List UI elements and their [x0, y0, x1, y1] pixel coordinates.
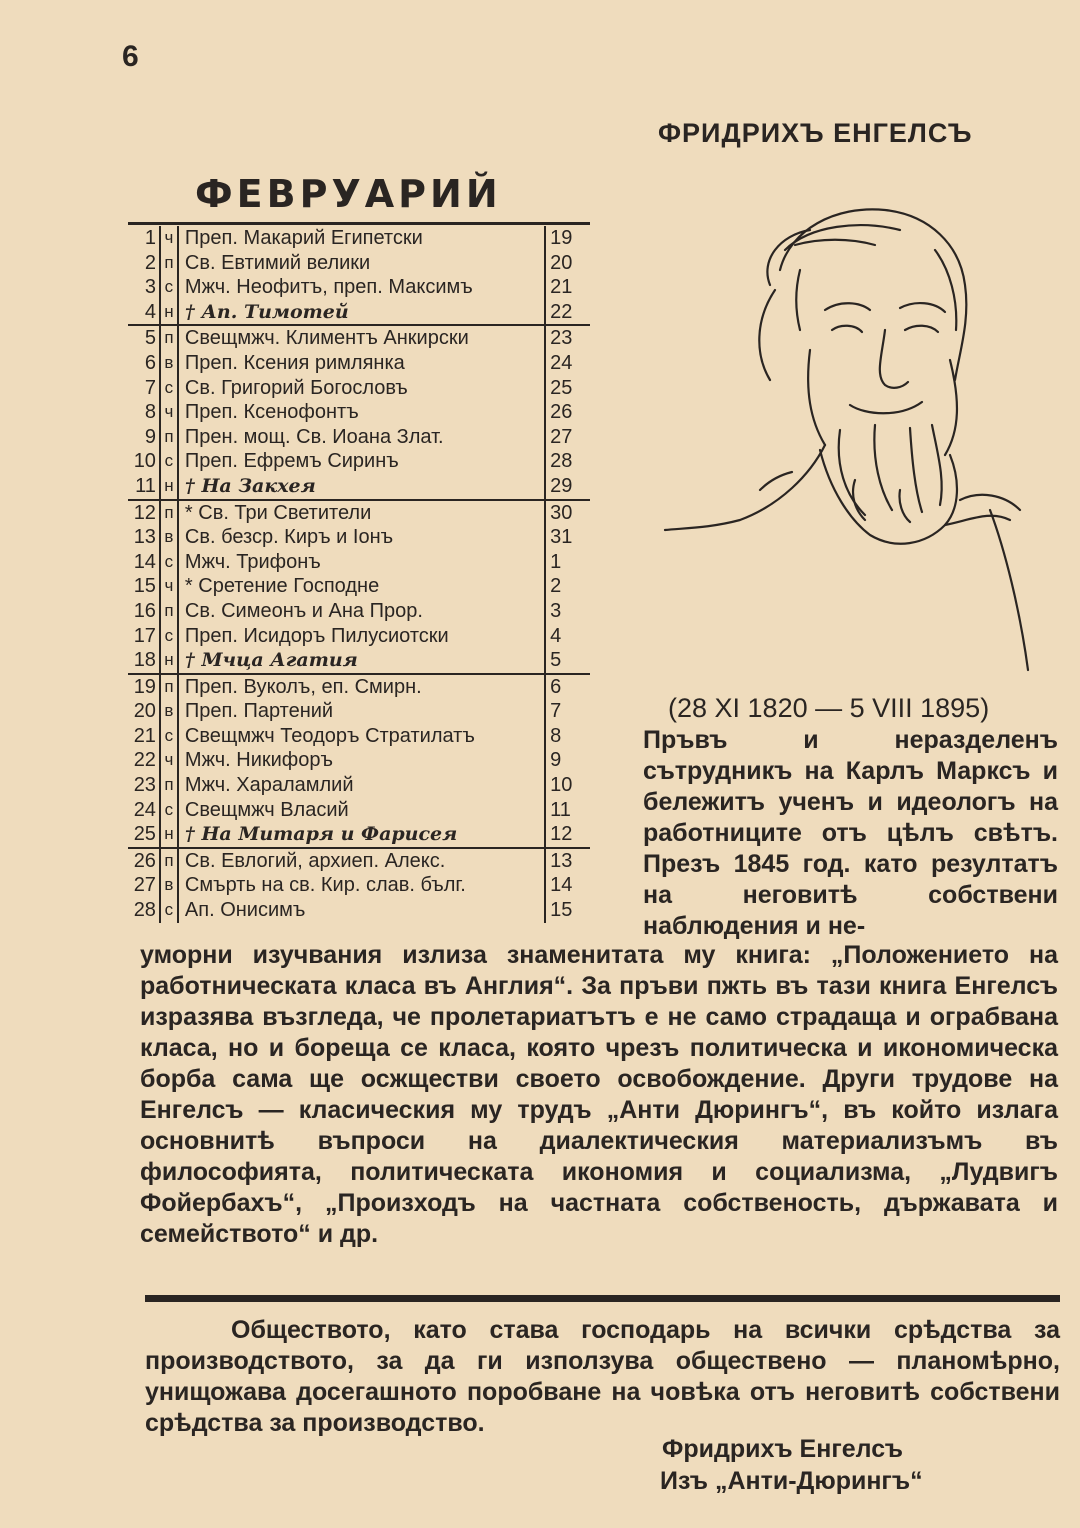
day-of-week: п [161, 675, 179, 700]
day-of-week: н [161, 300, 179, 325]
calendar-top-rule [128, 222, 590, 225]
saint-name: Св. Симеонъ и Ана Прор. [179, 599, 546, 624]
calendar-day-row [128, 599, 590, 624]
saint-name: Мжч. Хараламлий [179, 773, 546, 798]
old-style-date: 20 [550, 251, 573, 274]
day-number: 27 [128, 873, 161, 898]
old-style-date: 15 [550, 899, 573, 922]
calendar-day-row [128, 898, 590, 923]
calendar-week [128, 226, 590, 326]
saint-name: Преп. Ефремъ Сиринъ [179, 449, 546, 474]
saint-name: Свещмжч. Климентъ Анкирски [179, 326, 546, 351]
day-number: 8 [128, 400, 161, 425]
old-style-date: 19 [550, 227, 573, 249]
day-number: 10 [128, 449, 161, 474]
bio-text-full-width: уморни изучвания излиза знаменитата му книга: „Положението на работническата класа въ Англия“. За пръви пжть въ тази книга Енгелсъ изразява възгледа, че пролетариатътъ е не само страдаща и ограбвана класа, но и бореща се класа, която чрезъ политическа и икономическа борба сама ще осжществи своето освобождение. Други трудове на Енгелсъ — класическия му трудъ „Анти Дюрингъ“, въ който излага основнитѣ въпроси на диалектическия материализъмъ въ философията, политическата икономия и социализма, „Лудвигъ Фойербахъ“, „Произходъ на частната собственость, държавата и семейството“ и др. [140, 941, 1058, 1248]
day-number: 15 [128, 574, 161, 599]
day-number: 20 [128, 699, 161, 724]
calendar-day-row [128, 376, 590, 401]
old-style-date: 11 [550, 798, 571, 821]
saint-name: Ап. Онисимъ [179, 898, 546, 923]
day-number: 14 [128, 550, 161, 575]
day-of-week: ч [161, 400, 179, 425]
old-style-date: 24 [550, 351, 573, 374]
saint-name: Преп. Ксенофонтъ [179, 400, 546, 425]
day-of-week: п [161, 849, 179, 874]
calendar-day-row [128, 648, 590, 673]
day-of-week: н [161, 822, 179, 847]
saint-name: Мжч. Неофитъ, преп. Максимъ [179, 275, 546, 300]
day-of-week: с [161, 449, 179, 474]
calendar-day-row [128, 525, 590, 550]
day-number: 28 [128, 898, 161, 923]
calendar-week [128, 501, 590, 675]
engels-portrait-illustration [660, 190, 1040, 675]
saint-name: Преп. Исидоръ Пилусиотски [179, 624, 546, 649]
old-style-date: 27 [550, 425, 573, 448]
quote-text: Обществото, като става господарь на всички срѣдства за производството, за да ги използува обществено — планомѣрно, унищожава досегашното поробване на човѣка отъ неговитѣ собствени срѣдства за производство. [145, 1316, 1060, 1437]
day-number: 12 [128, 501, 161, 526]
day-of-week: н [161, 648, 179, 673]
calendar-day-row [128, 822, 590, 847]
day-of-week: п [161, 773, 179, 798]
old-style-date: 2 [550, 575, 562, 598]
old-style-date: 3 [550, 599, 562, 622]
calendar-day-row [128, 425, 590, 450]
day-of-week: н [161, 474, 179, 499]
saint-name: Смърть на св. Кир. слав. бълг. [179, 873, 546, 898]
month-title: ФЕВРУАРИЙ [195, 172, 502, 216]
calendar-day-row [128, 501, 590, 526]
day-of-week: с [161, 798, 179, 823]
section-divider [145, 1295, 1060, 1302]
saint-name: Мжч. Никифоръ [179, 748, 546, 773]
day-number: 21 [128, 724, 161, 749]
saint-name: * Сретение Господне [179, 574, 546, 599]
old-style-date: 8 [550, 724, 562, 747]
day-of-week: п [161, 501, 179, 526]
calendar-day-row [128, 873, 590, 898]
calendar-day-row [128, 474, 590, 499]
day-of-week: с [161, 624, 179, 649]
day-of-week: в [161, 525, 179, 550]
day-number: 25 [128, 822, 161, 847]
bio-text-right-column: Пръвъ и неразделенъ сътрудникъ на Карлъ Марксъ и бележитъ ученъ и идеологъ на работниците отъ цѣлъ свѣтъ. Презъ 1845 год. като резултатъ на неговитѣ собствени наблюдения и не- [643, 726, 1058, 940]
calendar-day-row [128, 449, 590, 474]
old-style-date: 21 [550, 276, 573, 299]
day-of-week: ч [161, 748, 179, 773]
day-number: 5 [128, 326, 161, 351]
calendar-day-row [128, 351, 590, 376]
day-number: 19 [128, 675, 161, 700]
saint-name: Преп. Ксения римлянка [179, 351, 546, 376]
day-of-week: с [161, 550, 179, 575]
old-style-date: 14 [550, 874, 573, 897]
saint-name: Свещмжч Власий [179, 798, 546, 823]
calendar-day-row [128, 400, 590, 425]
old-style-date: 10 [550, 774, 573, 797]
day-number: 13 [128, 525, 161, 550]
day-of-week: с [161, 898, 179, 923]
day-number: 16 [128, 599, 161, 624]
calendar-day-row [128, 798, 590, 823]
saint-name: † На Митаря и Фарисея [179, 822, 546, 847]
calendar-day-row [128, 326, 590, 351]
saint-name: Св. Григорий Богословъ [179, 376, 546, 401]
calendar-day-row [128, 300, 590, 325]
old-style-date: 1 [550, 550, 562, 573]
day-number: 7 [128, 376, 161, 401]
calendar-day-row [128, 624, 590, 649]
calendar-day-row [128, 574, 590, 599]
saint-name: † Мчца Агатия [179, 648, 546, 673]
calendar-day-row [128, 849, 590, 874]
calendar-day-row [128, 724, 590, 749]
day-of-week: ч [161, 226, 179, 251]
day-number: 9 [128, 425, 161, 450]
old-style-date: 22 [550, 300, 573, 323]
calendar-day-row [128, 748, 590, 773]
day-number: 3 [128, 275, 161, 300]
old-style-date: 30 [550, 501, 573, 524]
old-style-date: 12 [550, 823, 573, 846]
saint-name: Свещмжч Теодоръ Стратилатъ [179, 724, 546, 749]
day-of-week: ч [161, 574, 179, 599]
old-style-date: 31 [550, 526, 573, 549]
day-number: 26 [128, 849, 161, 874]
day-of-week: в [161, 699, 179, 724]
saint-name: Прен. мощ. Св. Иоана Злат. [179, 425, 546, 450]
day-of-week: с [161, 275, 179, 300]
old-style-date: 28 [550, 450, 573, 473]
quote-source: Изъ „Анти-Дюрингъ“ [660, 1467, 923, 1495]
calendar-day-row [128, 675, 590, 700]
day-of-week: в [161, 351, 179, 376]
old-style-date: 6 [550, 675, 562, 698]
old-style-date: 29 [550, 474, 573, 497]
day-of-week: п [161, 425, 179, 450]
saint-name: Преп. Вуколъ, еп. Смирн. [179, 675, 546, 700]
day-of-week: с [161, 724, 179, 749]
life-dates: (28 XI 1820 — 5 VIII 1895) [668, 693, 990, 723]
old-style-date: 23 [550, 327, 573, 350]
day-number: 11 [128, 474, 161, 499]
header-title: ФРИДРИХЪ ЕНГЕЛСЪ [658, 118, 973, 148]
old-style-date: 4 [550, 624, 562, 647]
day-number: 24 [128, 798, 161, 823]
day-of-week: п [161, 599, 179, 624]
page-number: 6 [122, 40, 139, 73]
day-of-week: п [161, 326, 179, 351]
old-style-date: 13 [550, 849, 573, 872]
quote-author: Фридрихъ Енгелсъ [662, 1435, 904, 1463]
calendar-week [128, 326, 590, 500]
calendar-week [128, 849, 590, 923]
day-number: 23 [128, 773, 161, 798]
day-number: 4 [128, 300, 161, 325]
old-style-date: 5 [550, 649, 562, 672]
calendar-day-row [128, 275, 590, 300]
old-style-date: 7 [550, 700, 562, 723]
calendar-day-row [128, 226, 590, 251]
saint-name: Св. безср. Киръ и Іонъ [179, 525, 546, 550]
calendar-day-row [128, 251, 590, 276]
day-number: 18 [128, 648, 161, 673]
saint-name: † На Закхея [179, 474, 546, 499]
saint-name: † Ап. Тимотей [179, 300, 546, 325]
old-style-date: 9 [550, 749, 562, 772]
old-style-date: 26 [550, 401, 573, 424]
old-style-date: 25 [550, 376, 573, 399]
calendar-day-row [128, 550, 590, 575]
day-number: 2 [128, 251, 161, 276]
calendar-week [128, 675, 590, 849]
day-number: 17 [128, 624, 161, 649]
calendar-day-row [128, 699, 590, 724]
day-of-week: с [161, 376, 179, 401]
saint-name: Преп. Партений [179, 699, 546, 724]
calendar-table [128, 222, 590, 923]
saint-name: Мжч. Трифонъ [179, 550, 546, 575]
saint-name: * Св. Три Светители [179, 501, 546, 526]
saint-name: Св. Евтимий велики [179, 251, 546, 276]
day-number: 22 [128, 748, 161, 773]
calendar-day-row [128, 773, 590, 798]
saint-name: Преп. Макарий Египетски [179, 226, 546, 251]
saint-name: Св. Евлогий, архиеп. Алекс. [179, 849, 546, 874]
day-number: 6 [128, 351, 161, 376]
day-of-week: п [161, 251, 179, 276]
day-number: 1 [128, 226, 161, 251]
day-of-week: в [161, 873, 179, 898]
